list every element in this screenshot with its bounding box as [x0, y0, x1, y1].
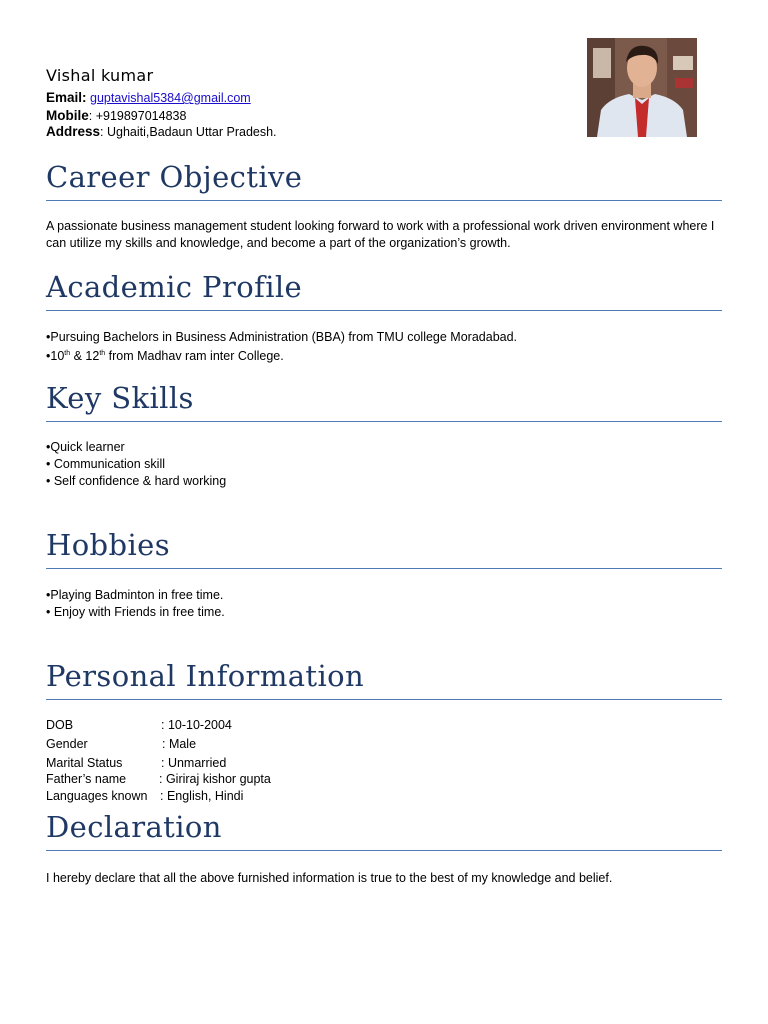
email-line — [46, 90, 251, 106]
section-title-academic-profile: Academic Profile — [46, 270, 303, 304]
pi-label-dob: DOB — [46, 718, 74, 732]
declaration-text: I hereby declare that all the above furnished information is true to the best of my knowledge and belief. — [46, 871, 613, 885]
pi-label-fathers-name: Father’s name — [46, 772, 127, 786]
academic-item: •10th & 12th from Madhav ram inter College. — [46, 349, 284, 363]
pi-value-fathers-name: : Giriraj kishor gupta — [159, 772, 271, 786]
skill-item: • Communication skill — [46, 457, 165, 471]
career-objective-text: A passionate business management student looking forward to work with a professional work driven environment where I can utilize my skills and knowledge, and become a part of the organization’s growth. — [46, 219, 715, 250]
mobile-line — [46, 108, 186, 124]
profile-photo-image — [587, 38, 697, 137]
section-divider — [46, 568, 722, 569]
section-title-key-skills: Key Skills — [46, 381, 194, 415]
hobby-item: • Enjoy with Friends in free time. — [46, 605, 225, 619]
section-title-hobbies: Hobbies — [46, 528, 170, 562]
hobby-item: •Playing Badminton in free time. — [46, 588, 224, 602]
section-divider — [46, 310, 722, 311]
pi-value-languages: : English, Hindi — [160, 789, 244, 803]
section-divider — [46, 421, 722, 422]
mobile-value: : +919897014838 — [88, 109, 187, 123]
pi-label-languages: Languages known — [46, 789, 148, 803]
section-title-personal-information: Personal Information — [46, 659, 365, 693]
address-label: Address — [46, 124, 101, 139]
email-link[interactable]: guptavishal5384@gmail.com — [90, 91, 251, 105]
section-title-career-objective: Career Objective — [46, 160, 303, 194]
section-title-declaration: Declaration — [46, 810, 222, 844]
address-line — [46, 124, 277, 140]
profile-photo — [587, 38, 697, 137]
section-divider — [46, 850, 722, 851]
mobile-label: Mobile — [46, 108, 89, 123]
pi-label-gender: Gender — [46, 737, 88, 751]
candidate-name: Vishal kumar — [46, 66, 154, 85]
pi-value-gender: : Male — [162, 737, 197, 751]
email-label: Email: — [46, 90, 87, 105]
academic-item: •Pursuing Bachelors in Business Administration (BBA) from TMU college Moradabad. — [46, 330, 518, 344]
skill-item: •Quick learner — [46, 440, 125, 454]
pi-label-marital-status: Marital Status — [46, 756, 123, 770]
pi-value-dob: : 10-10-2004 — [161, 718, 232, 732]
skill-item: • Self confidence & hard working — [46, 474, 227, 488]
pi-value-marital-status: : Unmarried — [161, 756, 227, 770]
section-divider — [46, 200, 722, 201]
address-value: : Ughaiti,Badaun Uttar Pradesh. — [100, 125, 277, 139]
section-divider — [46, 699, 722, 700]
